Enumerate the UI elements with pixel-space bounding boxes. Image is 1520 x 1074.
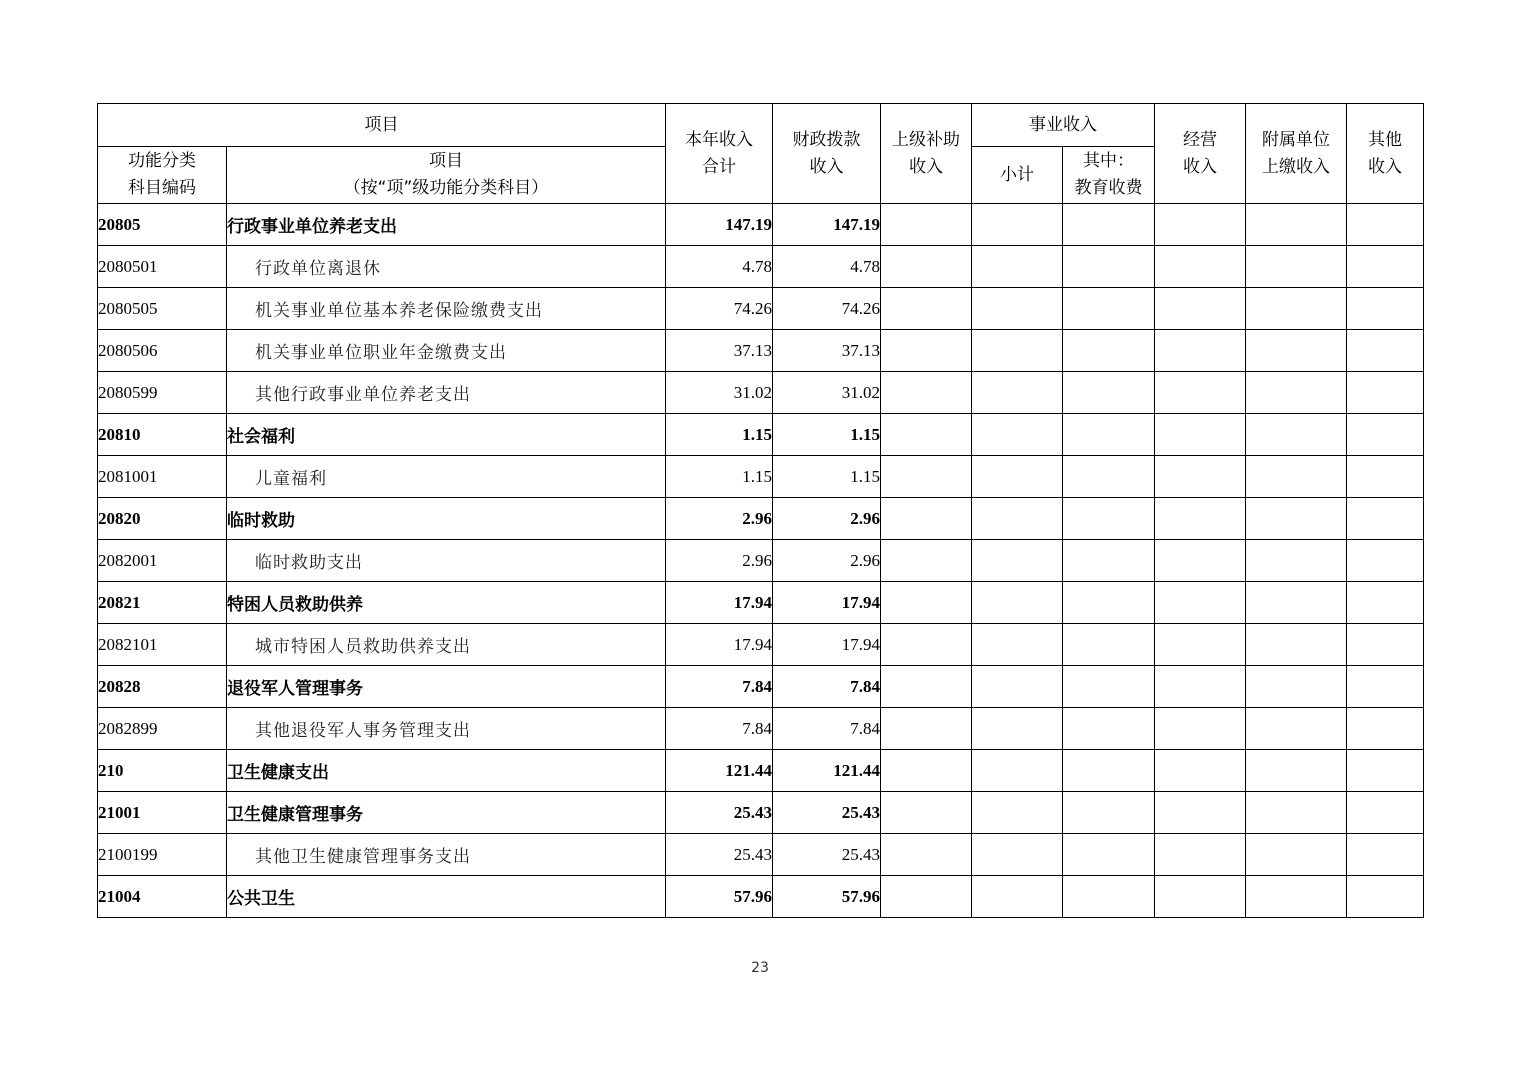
affiliated-unit-cell [1246,792,1347,834]
education-fee-cell [1063,204,1155,246]
code-cell: 2082101 [98,624,227,666]
code-cell: 2082899 [98,708,227,750]
upper-subsidy-cell [881,540,972,582]
fiscal-appropriation-cell: 1.15 [773,456,881,498]
upper-subsidy-header: 上级补助 收入 [881,104,972,204]
education-fee-cell [1063,288,1155,330]
affiliated-unit-cell [1246,540,1347,582]
code-cell: 2080506 [98,330,227,372]
total-income-cell: 74.26 [666,288,773,330]
item-name-cell: 儿童福利 [227,456,666,498]
operating-income-cell [1155,750,1246,792]
page-number: 23 [751,960,769,976]
education-fee-cell [1063,540,1155,582]
total-income-cell: 121.44 [666,750,773,792]
operating-income-cell [1155,876,1246,918]
education-fee-cell [1063,666,1155,708]
table-row [98,876,1424,918]
item-name-cell: 临时救助 [227,498,666,540]
total-income-cell: 2.96 [666,540,773,582]
upper-subsidy-cell [881,414,972,456]
upper-subsidy-cell [881,624,972,666]
table-row [98,582,1424,624]
upper-subsidy-cell [881,498,972,540]
total-income-cell: 17.94 [666,624,773,666]
code-cell: 2081001 [98,456,227,498]
affiliated-unit-cell [1246,834,1347,876]
table-row [98,834,1424,876]
education-fee-cell [1063,582,1155,624]
table-row [98,288,1424,330]
fiscal-appropriation-cell: 7.84 [773,666,881,708]
item-name-cell: 社会福利 [227,414,666,456]
affiliated-unit-cell [1246,204,1347,246]
education-fee-cell [1063,876,1155,918]
education-fee-cell [1063,708,1155,750]
upper-subsidy-cell [881,204,972,246]
code-cell: 210 [98,750,227,792]
other-income-cell [1347,750,1424,792]
affiliated-unit-cell [1246,582,1347,624]
business-subtotal-cell [972,792,1063,834]
business-subtotal-cell [972,624,1063,666]
business-subtotal-cell [972,834,1063,876]
business-subtotal-cell [972,540,1063,582]
item-name-cell: 卫生健康管理事务 [227,792,666,834]
education-fee-cell [1063,750,1155,792]
operating-income-cell [1155,582,1246,624]
fiscal-appropriation-cell: 74.26 [773,288,881,330]
upper-subsidy-cell [881,246,972,288]
table-row [98,414,1424,456]
upper-subsidy-cell [881,666,972,708]
table-row [98,666,1424,708]
fiscal-appropriation-cell: 1.15 [773,414,881,456]
upper-subsidy-cell [881,876,972,918]
total-income-cell: 4.78 [666,246,773,288]
code-cell: 20810 [98,414,227,456]
affiliated-unit-cell [1246,498,1347,540]
affiliated-unit-cell [1246,708,1347,750]
fiscal-appropriation-cell: 7.84 [773,708,881,750]
other-income-cell [1347,666,1424,708]
fiscal-appropriation-cell: 25.43 [773,792,881,834]
table-row [98,204,1424,246]
total-income-cell: 147.19 [666,204,773,246]
upper-subsidy-cell [881,582,972,624]
education-fee-cell [1063,456,1155,498]
business-subtotal-cell [972,498,1063,540]
operating-income-cell [1155,540,1246,582]
operating-income-cell [1155,666,1246,708]
education-fee-cell [1063,834,1155,876]
affiliated-unit-cell [1246,876,1347,918]
item-name-cell: 行政事业单位养老支出 [227,204,666,246]
other-income-cell [1347,204,1424,246]
education-fee-cell [1063,414,1155,456]
table-body [98,204,1424,918]
other-income-cell [1347,288,1424,330]
table-row [98,372,1424,414]
upper-subsidy-cell [881,330,972,372]
affiliated-unit-header: 附属单位 上缴收入 [1246,104,1347,204]
total-income-cell: 1.15 [666,414,773,456]
affiliated-unit-cell [1246,288,1347,330]
code-cell: 20820 [98,498,227,540]
fiscal-appropriation-cell: 17.94 [773,582,881,624]
code-header: 功能分类 科目编码 [98,147,227,204]
education-fee-cell [1063,624,1155,666]
fiscal-appropriation-cell: 4.78 [773,246,881,288]
total-income-cell: 17.94 [666,582,773,624]
item-name-cell: 退役军人管理事务 [227,666,666,708]
item-name-cell: 临时救助支出 [227,540,666,582]
operating-income-header: 经营 收入 [1155,104,1246,204]
business-subtotal-cell [972,414,1063,456]
education-fee-cell [1063,372,1155,414]
fiscal-appropriation-cell: 2.96 [773,540,881,582]
item-name-cell: 其他行政事业单位养老支出 [227,372,666,414]
code-cell: 2080599 [98,372,227,414]
other-income-cell [1347,246,1424,288]
total-income-cell: 31.02 [666,372,773,414]
upper-subsidy-cell [881,750,972,792]
other-income-cell [1347,834,1424,876]
operating-income-cell [1155,792,1246,834]
education-fee-cell [1063,792,1155,834]
operating-income-cell [1155,372,1246,414]
code-cell: 20828 [98,666,227,708]
operating-income-cell [1155,708,1246,750]
business-subtotal-cell [972,582,1063,624]
total-income-cell: 7.84 [666,666,773,708]
total-income-cell: 7.84 [666,708,773,750]
code-cell: 20805 [98,204,227,246]
affiliated-unit-cell [1246,372,1347,414]
affiliated-unit-cell [1246,330,1347,372]
total-income-cell: 25.43 [666,834,773,876]
other-income-cell [1347,372,1424,414]
fiscal-appropriation-cell: 57.96 [773,876,881,918]
affiliated-unit-cell [1246,414,1347,456]
upper-subsidy-cell [881,792,972,834]
fiscal-appropriation-header: 财政拨款 收入 [773,104,881,204]
operating-income-cell [1155,246,1246,288]
fiscal-appropriation-cell: 17.94 [773,624,881,666]
business-subtotal-cell [972,666,1063,708]
item-name-cell: 公共卫生 [227,876,666,918]
other-income-cell [1347,708,1424,750]
business-subtotal-cell [972,204,1063,246]
education-fee-cell [1063,246,1155,288]
code-cell: 20821 [98,582,227,624]
other-income-cell [1347,792,1424,834]
other-income-cell [1347,876,1424,918]
code-cell: 2100199 [98,834,227,876]
fiscal-appropriation-cell: 2.96 [773,498,881,540]
fiscal-appropriation-cell: 31.02 [773,372,881,414]
upper-subsidy-cell [881,372,972,414]
total-income-cell: 2.96 [666,498,773,540]
item-header: 项目 （按“项”级功能分类科目） [227,147,666,204]
operating-income-cell [1155,498,1246,540]
table-row [98,456,1424,498]
business-subtotal-cell [972,456,1063,498]
fiscal-appropriation-cell: 147.19 [773,204,881,246]
table-row [98,246,1424,288]
operating-income-cell [1155,414,1246,456]
upper-subsidy-cell [881,288,972,330]
item-name-cell: 其他退役军人事务管理支出 [227,708,666,750]
other-income-cell [1347,540,1424,582]
code-cell: 21004 [98,876,227,918]
code-cell: 2080505 [98,288,227,330]
affiliated-unit-cell [1246,624,1347,666]
operating-income-cell [1155,834,1246,876]
total-income-header: 本年收入 合计 [666,104,773,204]
budget-table [97,103,1424,918]
code-cell: 2080501 [98,246,227,288]
upper-subsidy-cell [881,708,972,750]
fiscal-appropriation-cell: 121.44 [773,750,881,792]
business-income-header: 事业收入 [972,104,1155,147]
item-name-cell: 行政单位离退休 [227,246,666,288]
code-cell: 2082001 [98,540,227,582]
affiliated-unit-cell [1246,246,1347,288]
total-income-cell: 1.15 [666,456,773,498]
operating-income-cell [1155,204,1246,246]
operating-income-cell [1155,330,1246,372]
total-income-cell: 57.96 [666,876,773,918]
business-subtotal-cell [972,246,1063,288]
education-fee-header: 其中： 教育收费 [1063,147,1155,204]
total-income-cell: 37.13 [666,330,773,372]
fiscal-appropriation-cell: 37.13 [773,330,881,372]
operating-income-cell [1155,624,1246,666]
operating-income-cell [1155,456,1246,498]
item-group-header: 项目 [98,104,666,147]
affiliated-unit-cell [1246,750,1347,792]
other-income-cell [1347,330,1424,372]
upper-subsidy-cell [881,834,972,876]
table-row [98,540,1424,582]
upper-subsidy-cell [881,456,972,498]
table-row [98,624,1424,666]
business-subtotal-cell [972,288,1063,330]
affiliated-unit-cell [1246,666,1347,708]
other-income-cell [1347,456,1424,498]
business-subtotal-cell [972,876,1063,918]
other-income-cell [1347,582,1424,624]
affiliated-unit-cell [1246,456,1347,498]
other-income-header: 其他 收入 [1347,104,1424,204]
total-income-cell: 25.43 [666,792,773,834]
item-name-cell: 机关事业单位职业年金缴费支出 [227,330,666,372]
other-income-cell [1347,498,1424,540]
item-name-cell: 卫生健康支出 [227,750,666,792]
item-name-cell: 特困人员救助供养 [227,582,666,624]
business-subtotal-cell [972,372,1063,414]
subtotal-header: 小计 [972,147,1063,204]
code-cell: 21001 [98,792,227,834]
table-row [98,708,1424,750]
education-fee-cell [1063,330,1155,372]
table-row [98,750,1424,792]
other-income-cell [1347,414,1424,456]
business-subtotal-cell [972,750,1063,792]
business-subtotal-cell [972,708,1063,750]
item-name-cell: 机关事业单位基本养老保险缴费支出 [227,288,666,330]
table-row [98,792,1424,834]
table-row [98,498,1424,540]
education-fee-cell [1063,498,1155,540]
item-name-cell: 其他卫生健康管理事务支出 [227,834,666,876]
business-subtotal-cell [972,330,1063,372]
item-name-cell: 城市特困人员救助供养支出 [227,624,666,666]
other-income-cell [1347,624,1424,666]
operating-income-cell [1155,288,1246,330]
table-row [98,330,1424,372]
fiscal-appropriation-cell: 25.43 [773,834,881,876]
